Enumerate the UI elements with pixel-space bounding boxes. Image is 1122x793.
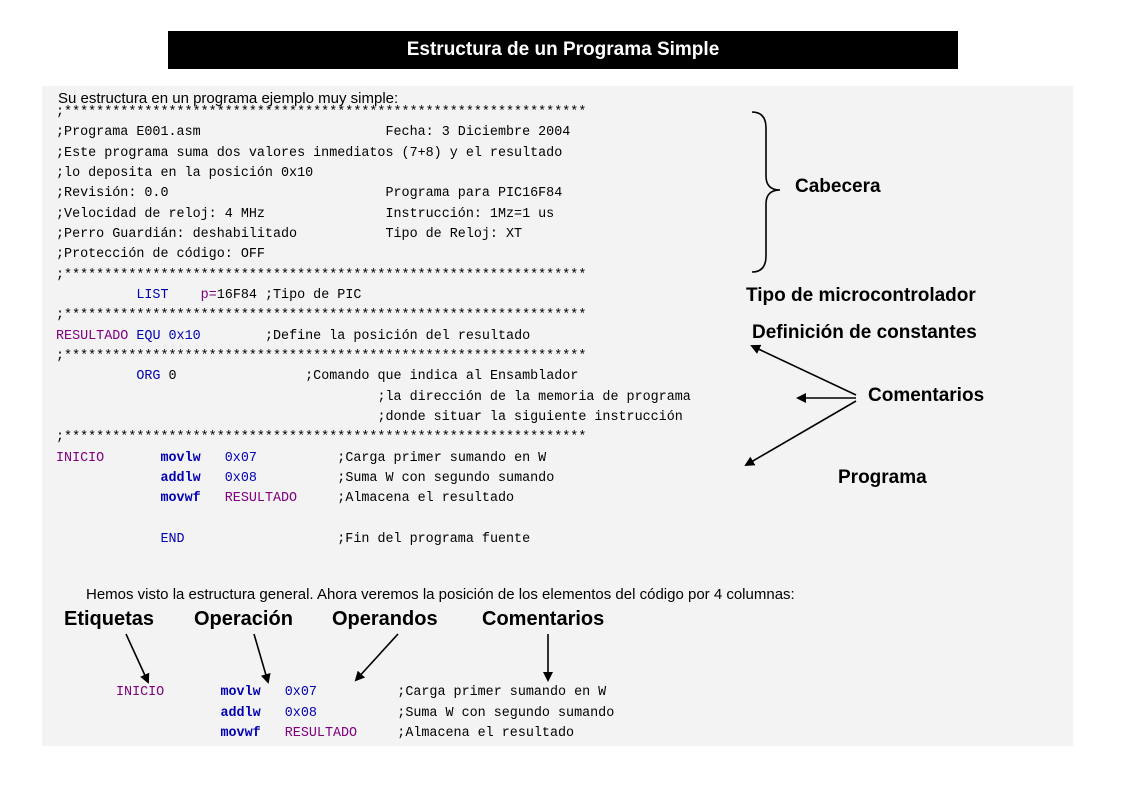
equ-comment: ;Define la posición del resultado xyxy=(264,328,531,344)
arrow-comentarios-bottom xyxy=(746,401,856,465)
arrow-comentarios-top xyxy=(752,346,856,395)
header-line: ;Velocidad de reloj: 4 MHz Instrucción: 1Mz=1 us xyxy=(56,206,555,222)
comment-addlw: ;Suma W con segundo sumando xyxy=(337,470,555,486)
arrow-operandos xyxy=(356,634,398,680)
operand-08: 0x08 xyxy=(224,470,257,486)
annotation-definicion: Definición de constantes xyxy=(752,322,977,343)
cabecera-brace xyxy=(752,112,780,272)
label-resultado: RESULTADO xyxy=(56,328,129,344)
operand-07: 0x07 xyxy=(284,685,317,700)
list-directive: LIST xyxy=(136,287,169,303)
intro-text: Su estructura en un programa ejemplo muy simple: xyxy=(58,90,399,107)
column-operandos: Operandos xyxy=(332,608,438,630)
comment-addlw: ;Suma W con segundo sumando xyxy=(397,705,615,721)
op-movwf: movwf xyxy=(220,726,261,742)
equ-directive: EQU 0x10 xyxy=(136,328,201,344)
annotation-cabecera: Cabecera xyxy=(795,176,881,197)
org-directive: ORG xyxy=(136,369,161,385)
comment-end: ;Fin del programa fuente xyxy=(337,531,531,547)
org-comment: ;la dirección de la memoria de programa xyxy=(377,389,691,405)
comment-movlw: ;Carga primer sumando en W xyxy=(337,450,547,466)
list-value: 16F84 xyxy=(216,287,257,303)
code-separator: ;***************************************************************** xyxy=(56,308,587,324)
column-operacion: Operación xyxy=(194,608,293,630)
comment-movwf: ;Almacena el resultado xyxy=(337,491,515,507)
comment-movlw: ;Carga primer sumando en W xyxy=(397,685,607,700)
operand-08: 0x08 xyxy=(284,705,317,721)
annotation-programa: Programa xyxy=(838,467,927,488)
code-separator: ;***************************************************************** xyxy=(56,105,587,120)
org-value: 0 xyxy=(168,369,177,385)
header-line: ;Programa E001.asm Fecha: 3 Diciembre 2004 xyxy=(56,125,571,141)
column-etiquetas: Etiquetas xyxy=(64,608,155,630)
op-addlw: addlw xyxy=(220,705,261,721)
columns-intro: Hemos visto la estructura general. Ahora veremos la posición de los elementos del código por 4 columnas: xyxy=(86,586,795,603)
label-inicio: INICIO xyxy=(56,450,105,466)
operand-resultado: RESULTADO xyxy=(224,491,298,507)
operand-07: 0x07 xyxy=(224,450,257,466)
page-title: Estructura de un Programa Simple xyxy=(168,31,958,69)
code-separator: ;***************************************************************** xyxy=(56,430,587,446)
header-line: ;Protección de código: OFF xyxy=(56,247,265,263)
header-line: ;Este programa suma dos valores inmediatos (7+8) y el resultado xyxy=(56,145,563,161)
arrow-etiquetas xyxy=(126,634,148,682)
code-separator: ;***************************************************************** xyxy=(56,348,587,364)
operand-resultado: RESULTADO xyxy=(284,726,358,742)
op-movlw: movlw xyxy=(220,685,261,700)
header-line: ;lo deposita en la posición 0x10 xyxy=(56,165,314,181)
org-comment: ;donde situar la siguiente instrucción xyxy=(377,409,683,425)
org-comment: ;Comando que indica al Ensamblador xyxy=(305,369,579,385)
list-comment: ;Tipo de PIC xyxy=(256,287,362,303)
comment-movwf: ;Almacena el resultado xyxy=(397,726,575,742)
op-addlw: addlw xyxy=(160,470,201,486)
header-line: ;Perro Guardián: deshabilitado Tipo de Reloj: XT xyxy=(56,226,523,242)
arrow-operacion xyxy=(254,634,268,682)
annotation-comentarios: Comentarios xyxy=(868,385,985,406)
code-separator: ;***************************************************************** xyxy=(56,267,587,283)
list-param: p= xyxy=(200,287,217,303)
op-movlw: movlw xyxy=(160,450,201,466)
header-line: ;Revisión: 0.0 Programa para PIC16F84 xyxy=(56,186,563,202)
annotation-tipo: Tipo de microcontrolador xyxy=(746,285,976,306)
end-directive: END xyxy=(160,531,185,547)
column-comentarios: Comentarios xyxy=(482,608,605,630)
label-inicio: INICIO xyxy=(116,685,165,700)
op-movwf: movwf xyxy=(160,491,201,507)
